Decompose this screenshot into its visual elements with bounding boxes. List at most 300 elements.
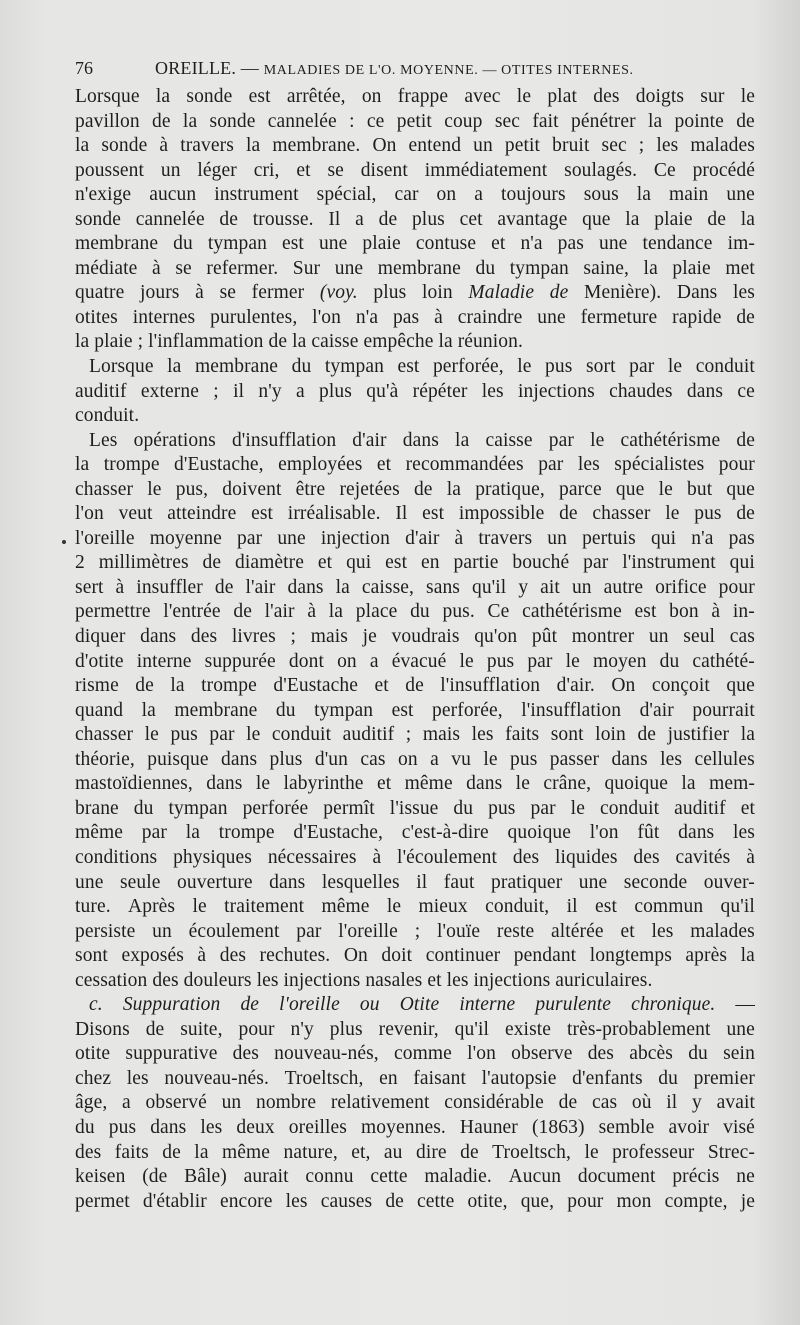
word: bon — [669, 601, 699, 623]
word: l'oreille — [279, 994, 340, 1016]
word: des — [152, 969, 184, 991]
word: trompe — [218, 822, 275, 844]
word: l'oreille — [75, 527, 135, 549]
word: faits — [114, 1141, 149, 1163]
word: ; — [213, 380, 219, 402]
word: l'instrument — [622, 552, 716, 574]
word: une — [726, 1018, 755, 1040]
word: l'on — [467, 1043, 496, 1065]
word: conçoit — [651, 675, 710, 697]
word: membrane — [194, 356, 279, 378]
word: être — [295, 478, 326, 500]
word: une — [277, 527, 306, 549]
word: il — [666, 1092, 678, 1114]
text-line — [75, 1190, 755, 1215]
word: il — [233, 380, 245, 402]
word: de — [385, 1190, 404, 1212]
word: des — [232, 1043, 259, 1065]
word: dans — [402, 429, 439, 451]
word: une — [334, 257, 364, 279]
word: autre — [603, 576, 644, 598]
word: auriculaires. — [555, 969, 653, 991]
word: pus — [486, 650, 515, 672]
word: mastoïdiennes, — [75, 773, 193, 795]
word: rejetées — [339, 478, 400, 500]
word: la — [182, 110, 198, 132]
word: que — [615, 478, 645, 500]
text-line — [75, 232, 755, 257]
word: comme — [393, 1043, 452, 1065]
word: l'entrée — [163, 601, 221, 623]
word: le — [386, 896, 402, 918]
word: qu'on — [474, 626, 518, 648]
word: but — [687, 478, 713, 500]
word: refermer. — [206, 257, 279, 279]
word: que, — [520, 1190, 555, 1212]
word: l'on — [312, 306, 342, 328]
word: nature, — [283, 1141, 338, 1163]
word: la — [141, 699, 156, 721]
word: car — [394, 184, 419, 206]
word: la — [446, 478, 462, 500]
word: avoir — [668, 1116, 710, 1138]
text-line — [75, 355, 755, 380]
word: pus — [694, 503, 722, 525]
word: où — [631, 1092, 652, 1114]
word: Troeltsch, — [284, 1067, 364, 1089]
word: plus — [373, 282, 407, 304]
word: seconde — [623, 871, 688, 893]
word: employées — [278, 454, 363, 476]
word: tympan — [168, 797, 228, 819]
word: chasser — [592, 503, 651, 525]
word: pertuis — [582, 527, 636, 549]
word: nasales — [365, 969, 428, 991]
word: conduit, — [485, 896, 550, 918]
word: sonde — [75, 208, 121, 230]
word: des — [75, 1141, 102, 1163]
text-line — [75, 920, 755, 945]
word: veut — [118, 503, 153, 525]
word: à — [711, 601, 721, 623]
word: dans — [678, 822, 715, 844]
word: l'ouïe — [437, 920, 481, 942]
word: de — [559, 503, 578, 525]
word: voudrais — [391, 626, 460, 648]
word: frappe — [397, 86, 449, 107]
word: pus — [108, 1116, 137, 1138]
word: perforée, — [432, 356, 504, 378]
word: persiste — [75, 920, 136, 942]
word: le — [517, 356, 532, 378]
word: compte, — [664, 1190, 728, 1212]
word: purulente — [535, 994, 611, 1016]
word: diamètre — [235, 552, 305, 574]
word: Lorsque — [89, 356, 154, 378]
word: n'y — [290, 1018, 314, 1040]
word: plaie — [94, 331, 138, 353]
word: auditif — [674, 797, 726, 819]
word: de — [405, 675, 424, 697]
word: dans — [150, 1116, 187, 1138]
word: je — [362, 626, 377, 648]
word: Il — [395, 503, 408, 525]
word: professeur — [612, 1141, 695, 1163]
word: de — [460, 1141, 479, 1163]
word: dans — [206, 773, 243, 795]
word: l'issue — [389, 797, 439, 819]
word: l'air — [245, 576, 276, 598]
word: injections — [517, 380, 595, 402]
word: keisen — [75, 1166, 126, 1188]
word: coup — [444, 110, 483, 132]
word: loin — [421, 282, 453, 304]
word: suite, — [180, 1018, 223, 1040]
word: im- — [727, 233, 755, 255]
word: à — [195, 282, 204, 304]
word: spécial, — [316, 184, 377, 206]
text-line — [75, 380, 755, 405]
word: plaie — [654, 208, 693, 230]
word: Il — [328, 208, 341, 230]
word: a — [369, 650, 379, 672]
word: entend — [408, 135, 462, 157]
word: Bâle) — [184, 1166, 227, 1188]
word: malades — [690, 135, 755, 157]
word: la — [155, 86, 171, 107]
word: sec — [601, 135, 627, 157]
word: cathétérisme — [620, 429, 721, 451]
word: et — [374, 675, 389, 697]
word: fermeture — [580, 306, 658, 328]
text-line — [75, 208, 755, 233]
word: recommandées — [405, 454, 524, 476]
text-line — [75, 134, 755, 159]
word: craindre — [457, 306, 523, 328]
word: procédé — [692, 159, 755, 181]
word: poussent — [75, 159, 145, 181]
word: est — [397, 356, 420, 378]
word: doit — [381, 945, 413, 967]
word: n'a — [355, 306, 379, 328]
word: de — [637, 724, 657, 746]
word: deux — [236, 1116, 275, 1138]
word: le — [584, 1141, 599, 1163]
word: permît — [323, 797, 375, 819]
word: tympan — [324, 356, 384, 378]
word: puisque — [147, 748, 209, 770]
word: dans — [686, 380, 724, 402]
word: en — [379, 1067, 398, 1089]
word: même — [222, 1141, 271, 1163]
word: injection — [320, 527, 391, 549]
word: a — [296, 380, 305, 402]
word: quoique — [604, 773, 668, 795]
word: pas — [392, 306, 420, 328]
word: avantage — [497, 208, 568, 230]
word: bouché — [512, 552, 570, 574]
word: malades — [690, 920, 755, 942]
word: la — [643, 257, 658, 279]
word: diquer — [75, 626, 126, 648]
text-line — [75, 846, 755, 871]
word: loin — [595, 724, 626, 746]
word: et — [427, 969, 447, 991]
word: pus — [488, 797, 516, 819]
word: qu'il — [454, 1018, 490, 1040]
text-line — [75, 871, 755, 896]
word: des — [633, 846, 660, 868]
text-line — [75, 944, 755, 969]
word: pour — [238, 1018, 275, 1040]
word: une — [726, 184, 755, 206]
word: On — [611, 675, 636, 697]
word: atteindre — [167, 503, 237, 525]
word: de — [219, 208, 239, 230]
word: est — [595, 896, 617, 918]
word: l'on — [589, 822, 619, 844]
word: livres — [231, 626, 276, 648]
word: on — [398, 748, 418, 770]
word: perforée, — [432, 699, 503, 721]
word: otites — [75, 306, 118, 328]
word: instrument — [214, 184, 299, 206]
word: pourrait — [692, 699, 755, 721]
word: chaudes — [609, 380, 673, 402]
word: à — [434, 306, 443, 328]
word: in- — [732, 601, 755, 623]
word: pour — [718, 454, 755, 476]
word: pas — [728, 527, 755, 549]
word: cri, — [253, 159, 280, 181]
word: du — [410, 601, 430, 623]
text-line — [75, 110, 755, 135]
word: internes — [132, 306, 196, 328]
word: exposés — [121, 945, 184, 967]
word: On — [343, 945, 368, 967]
text-line — [75, 797, 755, 822]
word: du — [475, 257, 496, 279]
word: parce — [559, 478, 602, 500]
word: saine, — [583, 257, 629, 279]
word: des — [219, 945, 247, 967]
word: toujours — [500, 184, 566, 206]
word: injections — [283, 969, 366, 991]
word: semble — [598, 1116, 655, 1138]
word: d'établir — [142, 1190, 207, 1212]
word: cessation — [75, 969, 153, 991]
word: plaie — [672, 257, 711, 279]
word: de — [378, 208, 398, 230]
word: trompe — [201, 675, 257, 697]
word: ait — [540, 576, 560, 598]
word: la — [75, 454, 90, 476]
word: léger — [197, 159, 237, 181]
word: tympan — [207, 233, 267, 255]
word: interne — [459, 994, 516, 1016]
text-line — [75, 527, 755, 552]
word: le — [255, 773, 271, 795]
word: tympan — [509, 257, 569, 279]
word: Après — [128, 896, 176, 918]
word: les — [471, 724, 494, 746]
word: otite — [75, 1043, 111, 1065]
word: revenir, — [378, 1018, 439, 1040]
word: ; — [414, 920, 421, 942]
word: après — [685, 945, 728, 967]
word: du — [688, 1043, 708, 1065]
word: observe — [511, 1043, 573, 1065]
word: moyen — [592, 650, 647, 672]
word: des — [512, 846, 540, 868]
word: sonde — [101, 135, 148, 157]
word: jours — [139, 282, 180, 304]
word: c'est-à-dire — [401, 822, 489, 844]
word: qui — [650, 527, 677, 549]
word: Menière). — [584, 282, 662, 304]
word: du — [75, 1116, 95, 1138]
word: la — [740, 724, 755, 746]
word: et, — [351, 1141, 371, 1163]
word: y — [518, 576, 529, 598]
word: arrêtée, — [286, 86, 346, 107]
word: oreilles — [288, 1116, 347, 1138]
word: le — [144, 724, 159, 746]
word: plat — [547, 86, 577, 107]
word: l'autopsie — [481, 1067, 557, 1089]
word: l'inflammation — [148, 331, 269, 353]
word: de — [558, 1092, 578, 1114]
word: est — [251, 503, 274, 525]
word: la — [438, 331, 458, 353]
word: est — [385, 552, 408, 574]
word: otite, — [467, 1190, 508, 1212]
word: impossible — [458, 503, 545, 525]
word: pût — [531, 626, 558, 648]
word: et — [620, 920, 635, 942]
word: des — [587, 1043, 614, 1065]
word: (de — [142, 1166, 168, 1188]
word: main — [669, 184, 709, 206]
word: l'on — [75, 503, 104, 525]
word: travers — [478, 527, 533, 549]
word: ture. — [75, 896, 111, 918]
word: ou — [359, 994, 380, 1016]
word: ouver- — [703, 871, 755, 893]
word: les — [733, 822, 755, 844]
word: n'a — [520, 233, 543, 255]
text-line — [75, 650, 755, 675]
word: d'air. — [556, 675, 595, 697]
word: d'otite — [75, 650, 124, 672]
word: les — [481, 380, 504, 402]
word: on — [436, 184, 457, 206]
word: le — [516, 86, 532, 107]
word: sec — [494, 110, 521, 132]
word: a — [122, 1092, 131, 1114]
page-number: 76 — [75, 58, 93, 78]
word: met — [725, 257, 755, 279]
word: auditif — [342, 724, 395, 746]
word: l'air — [264, 601, 295, 623]
word: la — [246, 135, 261, 157]
word: ; — [137, 331, 149, 353]
word: de — [268, 331, 293, 353]
word: qu'il — [720, 896, 755, 918]
word: est — [248, 86, 271, 107]
word: d'air — [405, 527, 440, 549]
word: Otite — [399, 994, 440, 1016]
text-line — [75, 257, 755, 282]
word: crâne, — [543, 773, 592, 795]
word: montrer — [571, 626, 635, 648]
text-line — [75, 772, 755, 797]
running-title-main: OREILLE. — — [155, 58, 259, 78]
word: du — [275, 699, 296, 721]
word: lesquelles — [321, 871, 400, 893]
word: de — [736, 306, 755, 328]
word: justifier — [667, 724, 730, 746]
word: le — [667, 356, 683, 378]
word: de — [152, 110, 171, 132]
word: rapide — [672, 306, 722, 328]
word: plus — [411, 208, 445, 230]
word: pratique, — [475, 478, 545, 500]
word: la — [625, 208, 640, 230]
word: que — [726, 675, 755, 697]
word: le — [570, 797, 585, 819]
word: au — [383, 1141, 403, 1163]
word: de — [145, 1018, 165, 1040]
word: les — [256, 969, 284, 991]
margin-mark — [62, 540, 66, 544]
word: Dans — [676, 282, 718, 304]
text-line — [75, 1165, 755, 1190]
word: à — [115, 576, 125, 598]
word: chasser — [75, 478, 134, 500]
word: le — [147, 478, 162, 500]
word: de — [736, 429, 755, 451]
word: il — [566, 896, 578, 918]
word: irréalisable. — [287, 503, 381, 525]
text-line — [75, 969, 755, 994]
word: conduit — [599, 797, 660, 819]
word: l'insufflation — [440, 675, 541, 697]
word: et — [376, 454, 392, 476]
word: dans — [220, 748, 258, 770]
word: le — [658, 478, 673, 500]
word: d'un — [314, 748, 349, 770]
word: une — [75, 871, 104, 893]
word: visé — [723, 1116, 755, 1138]
word: cet — [459, 208, 483, 230]
text-line — [75, 306, 755, 331]
word: par — [141, 822, 167, 844]
word: nombre — [255, 1092, 317, 1114]
word: qui — [346, 552, 372, 574]
word: membrane — [75, 233, 159, 255]
word: ; — [638, 135, 645, 157]
word: caisse — [311, 331, 364, 353]
word: plus — [269, 748, 303, 770]
word: la — [740, 945, 755, 967]
word: existe — [504, 1018, 552, 1040]
text-line — [75, 1091, 755, 1116]
word: commun — [634, 896, 704, 918]
word: externe — [140, 380, 199, 402]
word: chez — [75, 1067, 112, 1089]
word: médiate — [75, 257, 138, 279]
